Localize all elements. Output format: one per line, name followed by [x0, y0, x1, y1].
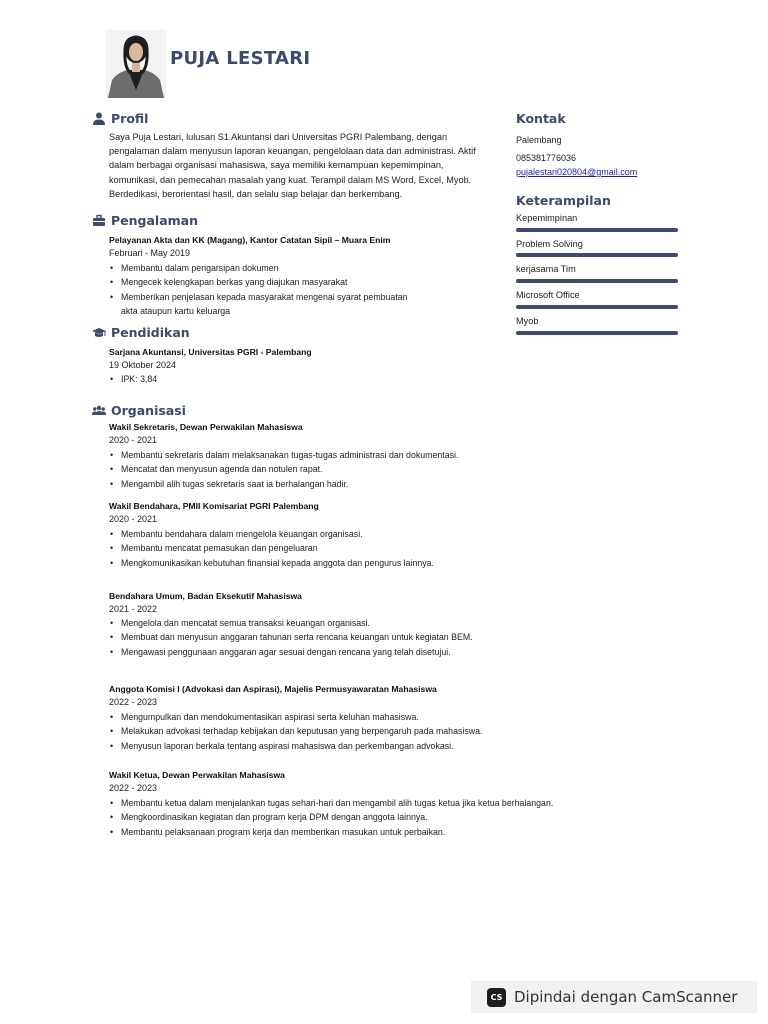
list-item: • Mengawasi penggunaan anggaran agar sesuai dengan rencana yang telah disetujui.	[109, 645, 473, 659]
org-title: Wakil Ketua, Dewan Perwakilan Mahasiswa	[109, 770, 285, 780]
list-item: • Menyusun laporan berkala tentang aspirasi mahasiswa dan perkembangan advokasi.	[109, 739, 482, 753]
skill-label: Problem Solving	[516, 239, 583, 249]
camscanner-watermark	[471, 981, 757, 1013]
graduation-cap-icon	[92, 326, 106, 339]
pengalaman-bullets	[109, 261, 409, 319]
list-item: • Membantu pelaksanaan program kerja dan memberikan masukan untuk perbaikan.	[109, 825, 553, 839]
users-icon	[92, 404, 106, 417]
list-item: • Mengelola dan mencatat semua transaksi keuangan organisasi.	[109, 616, 473, 630]
skill-bar-fill	[516, 253, 678, 257]
profile-photo	[106, 30, 166, 98]
briefcase-icon	[92, 214, 106, 227]
pendidikan-title: Sarjana Akuntansi, Universitas PGRI - Palembang	[109, 347, 312, 357]
org-bullets	[109, 710, 482, 753]
list-item: • Mencatat dan menyusun agenda dan notulen rapat.	[109, 462, 458, 476]
skill-bar	[516, 331, 678, 335]
org-bullets	[109, 527, 434, 570]
skill-bar-fill	[516, 228, 678, 232]
list-item: • IPK: 3,84	[109, 372, 157, 386]
skill-bar-fill	[516, 279, 678, 283]
list-item: • Memberikan penjelasan kepada masyarakat mengenai syarat pembuatan akta ataupun kartu keluarga	[109, 290, 409, 319]
list-item: • Membantu bendahara dalam mengelola keuangan organisasi.	[109, 527, 434, 541]
pendidikan-heading-label: Pendidikan	[111, 325, 190, 340]
keterampilan-heading	[516, 193, 611, 208]
kontak-email-wrap	[516, 167, 637, 177]
keterampilan-heading-label: Keterampilan	[516, 193, 611, 208]
list-item: • Mengkomunikasikan kebutuhan finansial kepada anggota dan pengurus lainnya.	[109, 556, 434, 570]
org-date: 2022 - 2023	[109, 697, 158, 707]
kontak-heading-label: Kontak	[516, 111, 566, 126]
user-icon	[92, 112, 106, 125]
org-date: 2020 - 2021	[109, 435, 158, 445]
org-date: 2022 - 2023	[109, 783, 158, 793]
skill-label: Microsoft Office	[516, 290, 580, 300]
skill-bar	[516, 228, 678, 232]
pendidikan-bullets	[109, 372, 157, 386]
org-bullets	[109, 616, 473, 659]
list-item: • Mengkoordinasikan kegiatan dan program kerja DPM dengan anggota lainnya.	[109, 810, 553, 824]
profil-heading	[92, 111, 148, 126]
skill-label: kerjasama Tim	[516, 264, 576, 274]
pengalaman-title: Pelayanan Akta dan KK (Magang), Kantor Catatan Sipil – Muara Enim	[109, 235, 391, 245]
org-date: 2021 - 2022	[109, 604, 158, 614]
pendidikan-date: 19 Oktober 2024	[109, 360, 177, 370]
org-bullets	[109, 448, 458, 491]
list-item: • Membantu mencatat pemasukan dan pengeluaran	[109, 541, 434, 555]
pendidikan-heading	[92, 325, 190, 340]
org-date: 2020 - 2021	[109, 514, 158, 524]
org-title: Wakil Bendahara, PMII Komisariat PGRI Palembang	[109, 501, 319, 511]
pengalaman-date: Februari - May 2019	[109, 248, 191, 258]
skill-bar-fill	[516, 305, 678, 309]
list-item: • Membantu dalam pengarsipan dokumen	[109, 261, 409, 275]
skill-bar	[516, 279, 678, 283]
org-title: Anggota Komisi I (Advokasi dan Aspirasi), Majelis Permusyawaratan Mahasiswa	[109, 684, 437, 694]
list-item: • Mengambil alih tugas sekretaris saat ia berhalangan hadir.	[109, 477, 458, 491]
org-title: Wakil Sekretaris, Dewan Perwakilan Mahasiswa	[109, 422, 303, 432]
camscanner-text: Dipindai dengan CamScanner	[514, 988, 738, 1006]
skill-label: Myob	[516, 316, 539, 326]
org-title: Bendahara Umum, Badan Eksekutif Mahasiswa	[109, 591, 302, 601]
camscanner-logo-icon: CS	[487, 988, 506, 1007]
list-item: • Membantu sekretaris dalam melaksanakan tugas-tugas administrasi dan dokumentasi.	[109, 448, 458, 462]
list-item: • Mengecek kelengkapan berkas yang diajukan masyarakat	[109, 275, 409, 289]
pengalaman-heading	[92, 213, 198, 228]
list-item: • Melakukan advokasi terhadap kebijakan dan keputusan yang berpengaruh pada mahasiswa.	[109, 724, 482, 738]
email-link[interactable]: pujalestari020804@gmail.com	[516, 167, 638, 177]
kontak-phone: 085381776036	[516, 153, 577, 163]
profil-text: Saya Puja Lestari, lulusan S1 Akuntansi dari Universitas PGRI Palembang, dengan pengalaman dalam menyusun laporan keuangan, pengelolaan data dan administrasi. Aktif dalam berbagai organisasi mahasiswa, saya memiliki kemampuan kepemimpinan, komunikasi, dan pemecahan masalah yang kuat. Terampil dalam MS Word, Excel, Myob. Berdedikasi, berorientasi hasil, dan selalu siap belajar dan berkembang.	[109, 132, 476, 199]
organisasi-heading	[92, 403, 186, 418]
candidate-name: PUJA LESTARI	[170, 48, 311, 69]
kontak-heading	[516, 111, 566, 126]
kontak-city: Palembang	[516, 135, 562, 145]
list-item: • Membuat dan menyusun anggaran tahunan serta rencana keuangan untuk kegiatan BEM.	[109, 630, 473, 644]
skill-bar	[516, 305, 678, 309]
skill-bar	[516, 253, 678, 257]
list-item: • Membantu ketua dalam menjalankan tugas sehari-hari dan mengambil alih tugas ketua jika ketua berhalangan.	[109, 796, 553, 810]
profil-heading-label: Profil	[111, 111, 149, 126]
org-bullets	[109, 796, 553, 839]
list-item: • Mengumpulkan dan mendokumentasikan aspirasi serta keluhan mahasiswa.	[109, 710, 482, 724]
pengalaman-heading-label: Pengalaman	[111, 213, 198, 228]
skill-label: Kepemimpinan	[516, 213, 578, 223]
organisasi-heading-label: Organisasi	[111, 403, 186, 418]
skill-bar-fill	[516, 331, 678, 335]
